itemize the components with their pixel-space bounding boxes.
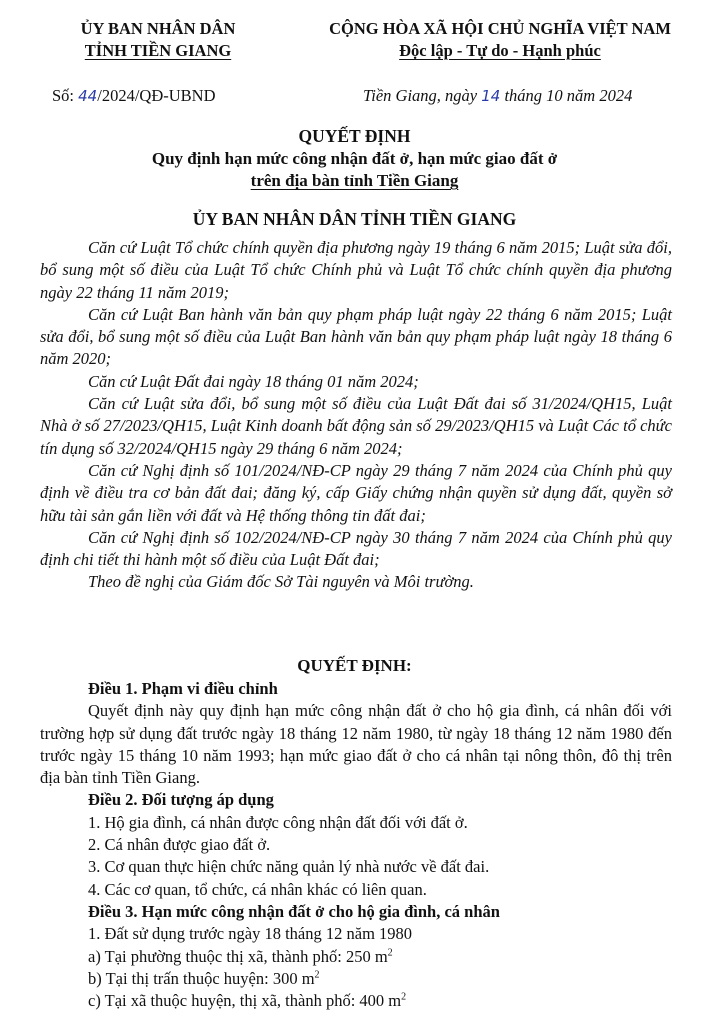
document-subtitle: [0, 148, 709, 192]
preamble-paragraph: Theo đề nghị của Giám đốc Sở Tài nguyên và Môi trường.: [88, 572, 474, 592]
article-1-text: Quyết định này quy định hạn mức công nhận đất ở cho hộ gia đình, cá nhân đối với trường hợp sử dụng đất trước ngày 18 tháng 12 năm 1980, từ ngày 18 tháng 12 năm 1980 đến trước ngày 15 tháng 10 năm 1993; hạn mức giao đất ở cho cá nhân tại nông thôn, đô thị trên địa bàn tỉnh Tiền Giang.: [40, 701, 672, 788]
article-3-heading: Điều 3. Hạn mức công nhận đất ở cho hộ gia đình, cá nhân: [88, 901, 500, 921]
articles: [40, 678, 672, 1012]
article-2-heading: Điều 2. Đối tượng áp dụng: [88, 790, 274, 810]
article-2-item: 1. Hộ gia đình, cá nhân được công nhận đất đối với đất ở.: [88, 812, 468, 832]
handwritten-day: 14: [481, 87, 501, 105]
preamble-paragraph: Căn cứ Nghị định số 102/2024/NĐ-CP ngày 30 tháng 7 năm 2024 của Chính phủ quy định chi tiết thi hành một số điều của Luật Đất đai;: [40, 527, 672, 570]
article-3-item-a: a) Tại phường thuộc thị xã, thành phố: 250 $m^2$: [88, 946, 393, 966]
national-motto-header: [300, 18, 700, 62]
article-2-item: 3. Cơ quan thực hiện chức năng quản lý nhà nước về đất đai.: [88, 857, 490, 877]
issuer-heading: ỦY BAN NHÂN DÂN TỈNH TIỀN GIANG: [192, 209, 517, 229]
article-1-heading: Điều 1. Phạm vi điều chỉnh: [88, 679, 278, 698]
handwritten-number: 44: [78, 87, 98, 105]
preamble-paragraph: Căn cứ Luật Tổ chức chính quyền địa phương ngày 19 tháng 6 năm 2015; Luật sửa đổi, bổ sung một số điều của Luật Tổ chức Chính phủ và Luật Tổ chức chính quyền địa phương ngày 22 tháng 11 năm 2019;: [40, 238, 672, 302]
document-number: Số: 44/2024/QĐ-UBND: [52, 86, 216, 105]
preamble-paragraph: Căn cứ Luật Đất đai ngày 18 tháng 01 năm 2024;: [88, 371, 419, 391]
decision-heading: QUYẾT ĐỊNH:: [297, 656, 412, 675]
article-3-item-1: 1. Đất sử dụng trước ngày 18 tháng 12 năm 1980: [88, 924, 413, 944]
motto: Độc lập - Tự do - Hạnh phúc: [399, 41, 601, 60]
agency-line-2: TỈNH TIỀN GIANG: [84, 41, 232, 60]
country-name: CỘNG HÒA XÃ HỘI CHỦ NGHĨA VIỆT NAM: [329, 19, 671, 38]
article-2-item: 2. Cá nhân được giao đất ở.: [88, 835, 271, 855]
preamble-paragraph: Căn cứ Luật sửa đổi, bổ sung một số điều của Luật Đất đai số 31/2024/QH15, Luật Nhà ở số 27/2023/QH15, Luật Kinh doanh bất động sản số 29/2023/QH15 và Luật Các tổ chức tín dụng số 32/2024/QH15 ngày 29 tháng 6 năm 2024;: [40, 394, 672, 458]
article-3-item-b: b) Tại thị trấn thuộc huyện: 300 $m^2$: [88, 968, 320, 988]
issuing-agency-header: [48, 18, 268, 62]
document-title: QUYẾT ĐỊNH: [298, 126, 411, 146]
preamble-paragraph: Căn cứ Luật Ban hành văn bản quy phạm pháp luật ngày 22 tháng 6 năm 2015; Luật sửa đổi, bổ sung một số điều của Luật Ban hành văn bản quy phạm pháp luật ngày 18 tháng 6 năm 2020;: [40, 304, 672, 369]
preamble: [40, 237, 672, 594]
subtitle-line-2: trên địa bàn tỉnh Tiền Giang: [250, 171, 459, 190]
agency-line-1: ỦY BAN NHÂN DÂN: [80, 19, 236, 38]
article-3-item-c: c) Tại xã thuộc huyện, thị xã, thành phố: 400 $m^2$: [88, 991, 407, 1011]
preamble-paragraph: Căn cứ Nghị định số 101/2024/NĐ-CP ngày 29 tháng 7 năm 2024 của Chính phủ quy định về điều tra cơ bản đất đai; đăng ký, cấp Giấy chứng nhận quyền sử dụng đất, quyền sở hữu tài sản gắn liền với đất và Hệ thống thông tin đất đai;: [40, 460, 672, 525]
document-date: Tiền Giang, ngày 14 tháng 10 năm 2024: [363, 86, 633, 105]
article-2-item: 4. Các cơ quan, tổ chức, cá nhân khác có liên quan.: [88, 879, 427, 899]
subtitle-line-1: Quy định hạn mức công nhận đất ở, hạn mức giao đất ở: [151, 149, 558, 168]
